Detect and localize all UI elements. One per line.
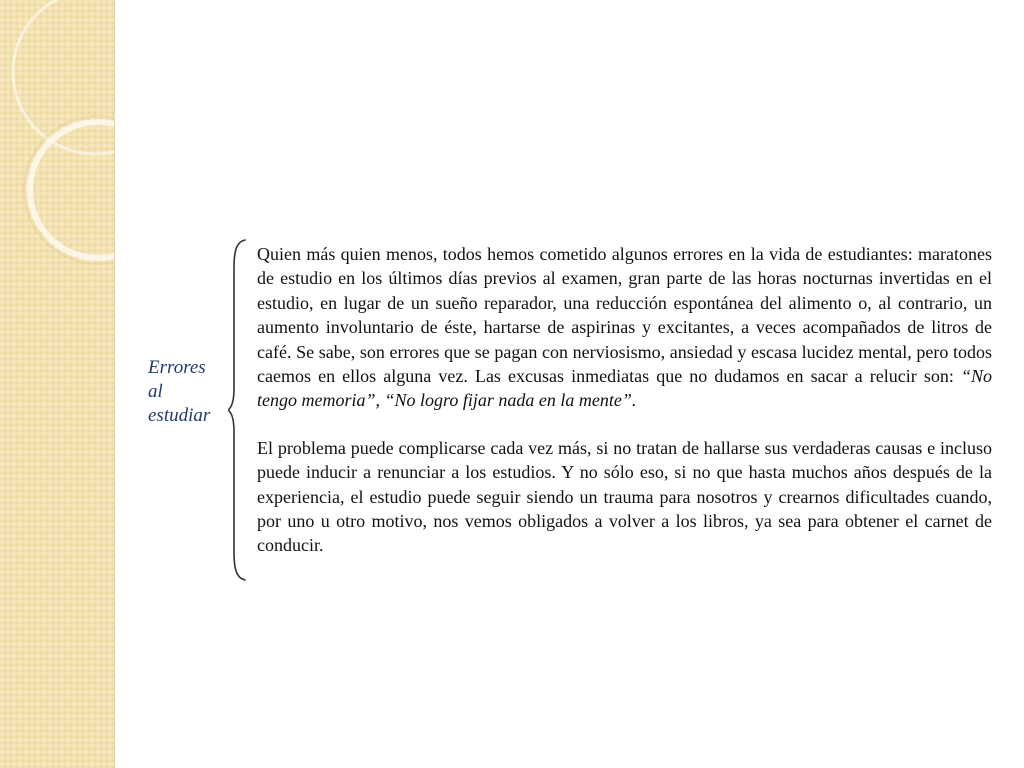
paragraph-2: El problema puede complicarse cada vez más, si no tratan de hallarse sus verdaderas causas e incluso puede inducir a renunciar a los estudios. Y no sólo eso, si no que hasta muchos años después de la experiencia, el estudio puede seguir siendo un trauma para nosotros y crearnos dificultades cuando, por uno u otro motivo, nos vemos obligados a volver a los libros, ya sea para obtener el carnet de conducir.: [257, 437, 992, 556]
paragraph-1-text: Quien más quien menos, todos hemos cometido algunos errores en la vida de estudiantes: maratones de estudio en los últimos días previos al examen, gran parte de las horas nocturnas invertidas en el estudio, en lugar de un sueño reparador, una reducción espontánea del alimento o, al contrario, un aumento involuntario de éste, hartarse de aspirinas y excitantes, a veces acompañados de litros de café. Se sabe, son errores que se pagan con nerviosismo, ansiedad y escasa lucidez mental, pero todos caemos en ellos alguna vez. Las excusas inmediatas que no dudamos en sacar a relucir son:: [257, 244, 992, 387]
paragraph-1-quote: “No tengo memoria”, “No logro fijar nada en la mente”.: [257, 366, 992, 411]
topic-label: Errores al estudiar: [148, 357, 211, 426]
decorative-circles: [0, 0, 114, 300]
body-text: [257, 242, 992, 558]
left-curly-brace: [228, 238, 250, 582]
content-group: [146, 232, 996, 582]
paragraph-1: [257, 242, 992, 413]
decorative-side-band: [0, 0, 115, 768]
